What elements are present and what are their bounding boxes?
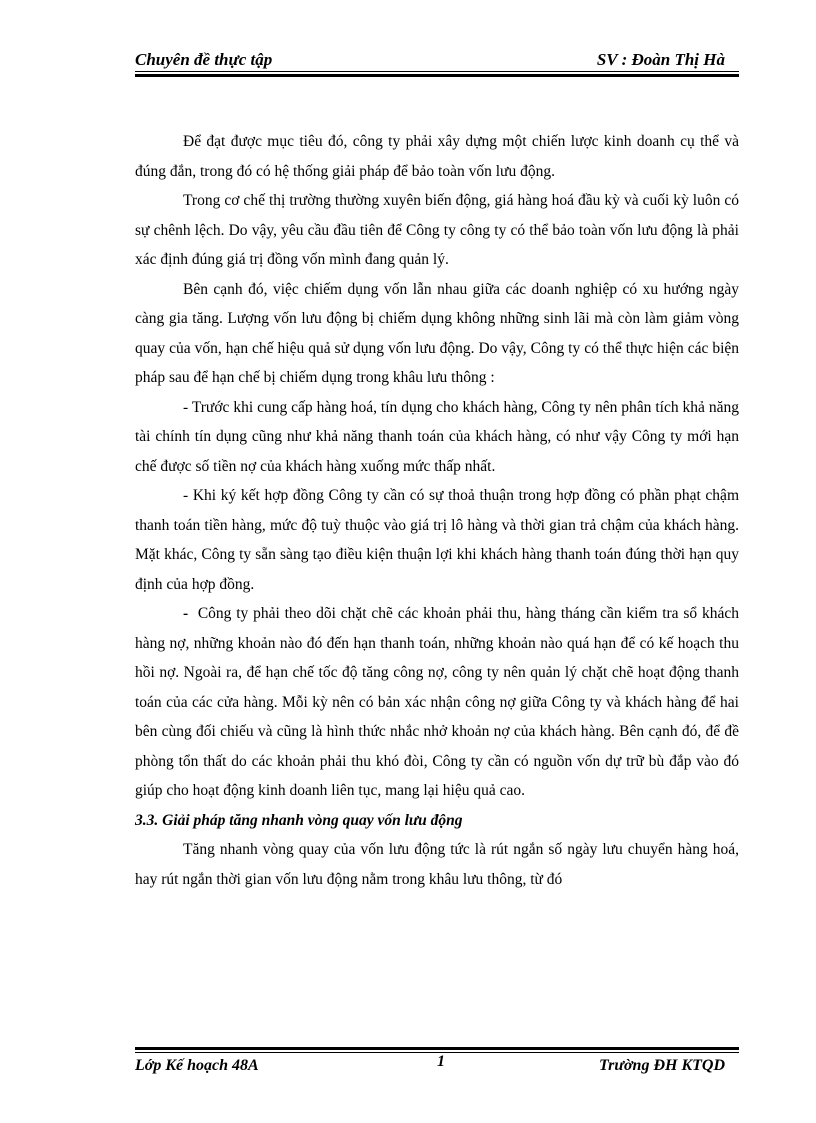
header-rule bbox=[135, 71, 739, 72]
paragraph: Trong cơ chế thị trường thường xuyên biến động, giá hàng hoá đầu kỳ và cuối kỳ luôn có sự chênh lệch. Do vậy, yêu cầu đầu tiên để Công ty công ty có thể bảo toàn vốn lưu động là phải xác định đúng giá trị đồng vốn mình đang quản lý. bbox=[135, 192, 739, 268]
document-body bbox=[135, 127, 739, 894]
header-rule-thick bbox=[135, 74, 739, 77]
paragraph: Để đạt được mục tiêu đó, công ty phải xây dựng một chiến lược kinh doanh cụ thể và đúng đắn, trong đó có hệ thống giải pháp để bảo toàn vốn lưu động. bbox=[135, 133, 739, 180]
paragraph: Tăng nhanh vòng quay của vốn lưu động tức là rút ngắn số ngày lưu chuyển hàng hoá, hay rút ngắn thời gian vốn lưu động nằm trong khâu lưu thông, từ đó bbox=[135, 841, 739, 888]
footer-school: Trường ĐH KTQD bbox=[598, 1057, 725, 1074]
footer-class: Lớp Kế hoạch 48A bbox=[135, 1057, 259, 1074]
bullet-text: Công ty phải theo dõi chặt chẽ các khoản phải thu, hàng tháng cần kiểm tra sổ khách hàng nợ, những khoản nào đó đến hạn thanh toán, những khoản nào quá hạn để có kế hoạch thu hồi nợ. Ngoài ra, để hạn chế tốc độ tăng công nợ, công ty nên quản lý chặt chẽ hoạt động thanh toán của các cửa hàng. Mỗi kỳ nên có bản xác nhận công nợ giữa Công ty và khách hàng để hai bên cùng đối chiếu và cũng là hình thức nhắc nhở khoản nợ của khách hàng. Bên cạnh đó, để đề phòng tổn thất do các khoản phải thu khó đòi, Công ty cần có nguồn vốn dự trữ bù đắp vào đó giúp cho hoạt động kinh doanh liên tục, mang lại hiệu quả cao. bbox=[135, 605, 739, 799]
paragraph: - Trước khi cung cấp hàng hoá, tín dụng cho khách hàng, Công ty nên phân tích khả năng tài chính tín dụng cũng như khả năng thanh toán của khách hàng, có như vậy Công ty mới hạn chế được số tiền nợ của khách hàng xuống mức thấp nhất. bbox=[135, 398, 739, 475]
paragraph: Bên cạnh đó, việc chiếm dụng vốn lẫn nhau giữa các doanh nghiệp có xu hướng ngày càng gia tăng. Lượng vốn lưu động bị chiếm dụng không những sinh lãi mà còn làm giảm vòng quay của vốn, hạn chế hiệu quả sử dụng vốn lưu động. Do vậy, Công ty có thể thực hiện các biện pháp sau để hạn chế bị chiếm dụng trong khâu lưu thông : bbox=[135, 280, 739, 386]
section-heading: 3.3. Giải pháp tăng nhanh vòng quay vốn lưu động bbox=[135, 811, 463, 829]
page-header bbox=[135, 48, 739, 74]
bullet-paragraph bbox=[135, 599, 739, 806]
header-title: Chuyên đề thực tập bbox=[135, 50, 273, 69]
dash-marker: - bbox=[183, 605, 189, 622]
header-author: SV : Đoàn Thị Hà bbox=[596, 50, 725, 69]
page-footer bbox=[135, 1047, 739, 1077]
paragraph: - Khi ký kết hợp đồng Công ty cần có sự thoả thuận trong hợp đồng có phần phạt chậm thanh toán tiền hàng, mức độ tuỳ thuộc vào giá trị lô hàng và thời gian trả chậm của khách hàng. Mặt khác, Công ty sẵn sàng tạo điều kiện thuận lợi khi khách hàng thanh toán đúng thời hạn quy định của hợp đồng. bbox=[135, 487, 739, 593]
footer-rule-thick bbox=[135, 1047, 739, 1050]
page-number: 1 bbox=[437, 1053, 445, 1070]
